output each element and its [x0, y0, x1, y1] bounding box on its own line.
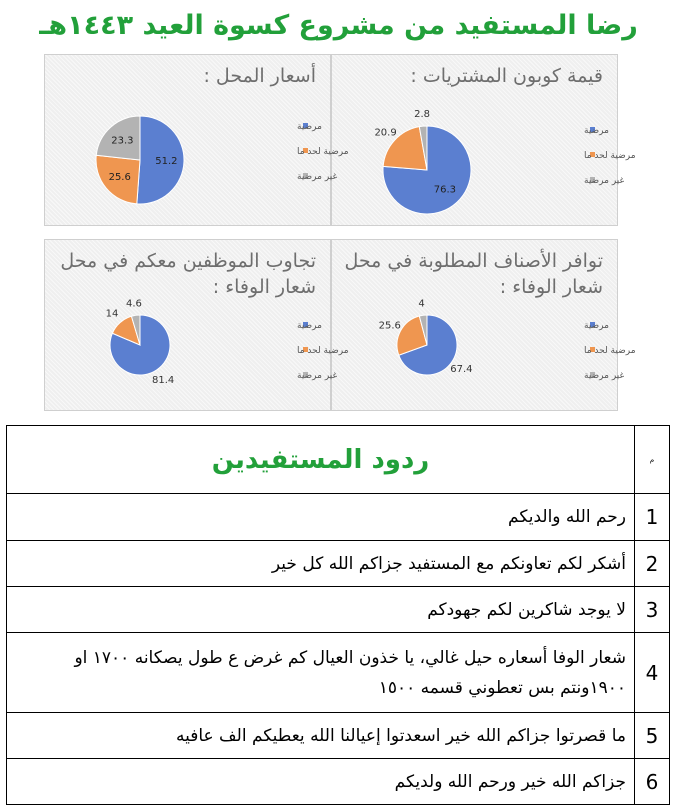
- pie-chart-items-availability: [332, 240, 636, 410]
- response-number: 3: [635, 587, 670, 633]
- response-number: 5: [635, 713, 670, 759]
- data-label-not-satisfied: 4: [418, 298, 425, 310]
- chart-panel-coupon-value: [331, 54, 636, 226]
- data-label-partly-satisfied: 25.6: [378, 320, 401, 332]
- response-text: أشكر لكم تعاونكم مع المستفيد جزاكم الله كل خير: [7, 541, 635, 587]
- response-number: 2: [635, 541, 670, 587]
- data-label-satisfied: 81.4: [152, 375, 175, 387]
- response-text: ما قصرتوا جزاكم الله خير اسعدتوا إعيالنا الله يعطيكم الف عافيه: [7, 713, 635, 759]
- legend-label-satisfied: مرضية: [297, 122, 322, 132]
- data-label-not-satisfied: 4.6: [125, 298, 142, 310]
- legend-label-not-satisfied: غير مرضية: [297, 371, 338, 381]
- table-row: [7, 759, 670, 805]
- chart-panel-store-prices: [44, 54, 349, 226]
- response-text: جزاكم الله خير ورحم الله ولديكم: [7, 759, 635, 805]
- legend-label-partly-satisfied: مرضية لحد ما: [297, 147, 349, 157]
- data-label-partly-satisfied: 20.9: [374, 127, 397, 139]
- table-heading: ردود المستفيدين: [7, 426, 635, 494]
- response-text: شعار الوفا أسعاره حيل غالي، يا خذون العيال كم غرض ع طول يصكانه ١٧٠٠ او ١٩٠٠ونتم بس تعطوني قسمه ١٥٠٠: [7, 633, 635, 713]
- data-label-partly-satisfied: 14: [105, 308, 119, 320]
- legend-label-not-satisfied: غير مرضية: [584, 371, 625, 381]
- number-column-header: م: [635, 426, 670, 494]
- table-row: [7, 587, 670, 633]
- data-label-partly-satisfied: 25.6: [108, 171, 131, 183]
- legend-label-partly-satisfied: مرضية لحد ما: [297, 346, 349, 356]
- table-row: [7, 541, 670, 587]
- response-text: رحم الله والديكم: [7, 494, 635, 541]
- legend-label-partly-satisfied: مرضية لحد ما: [584, 346, 636, 356]
- responses-table: [6, 425, 670, 805]
- data-label-satisfied: 51.2: [155, 155, 178, 167]
- chart-panel-staff-response: [44, 239, 349, 411]
- chart-panel-items-availability: [331, 239, 636, 411]
- table-row: [7, 633, 670, 713]
- legend-label-satisfied: مرضية: [584, 126, 609, 136]
- table-row: [7, 713, 670, 759]
- legend-label-not-satisfied: غير مرضية: [297, 172, 338, 182]
- table-row: [7, 494, 670, 541]
- chart-title: توافر الأصناف المطلوبة في محل شعار الوفاء :: [344, 250, 603, 298]
- response-number: 4: [635, 633, 670, 713]
- response-text: لا يوجد شاكرين لكم جهودكم: [7, 587, 635, 633]
- pie-chart-store-prices: [45, 55, 349, 225]
- data-label-not-satisfied: 2.8: [414, 109, 431, 121]
- data-label-not-satisfied: 23.3: [111, 135, 134, 147]
- legend-label-partly-satisfied: مرضية لحد ما: [584, 151, 636, 161]
- pie-chart-coupon-value: [332, 55, 636, 225]
- legend-label-not-satisfied: غير مرضية: [584, 176, 625, 186]
- response-number: 1: [635, 494, 670, 541]
- response-number: 6: [635, 759, 670, 805]
- page-title: رضا المستفيد من مشروع كسوة العيد ١٤٤٣هـ: [39, 10, 638, 41]
- chart-title: تجاوب الموظفين معكم في محل شعار الوفاء :: [60, 250, 316, 298]
- table-header-row: [7, 426, 670, 494]
- data-label-satisfied: 67.4: [450, 364, 473, 376]
- chart-title: أسعار المحل :: [203, 65, 316, 87]
- data-label-satisfied: 76.3: [433, 184, 457, 196]
- pie-chart-staff-response: [45, 240, 349, 410]
- chart-title: قيمة كوبون المشتريات :: [410, 65, 603, 87]
- legend-label-satisfied: مرضية: [584, 321, 609, 331]
- legend-label-satisfied: مرضية: [297, 321, 322, 331]
